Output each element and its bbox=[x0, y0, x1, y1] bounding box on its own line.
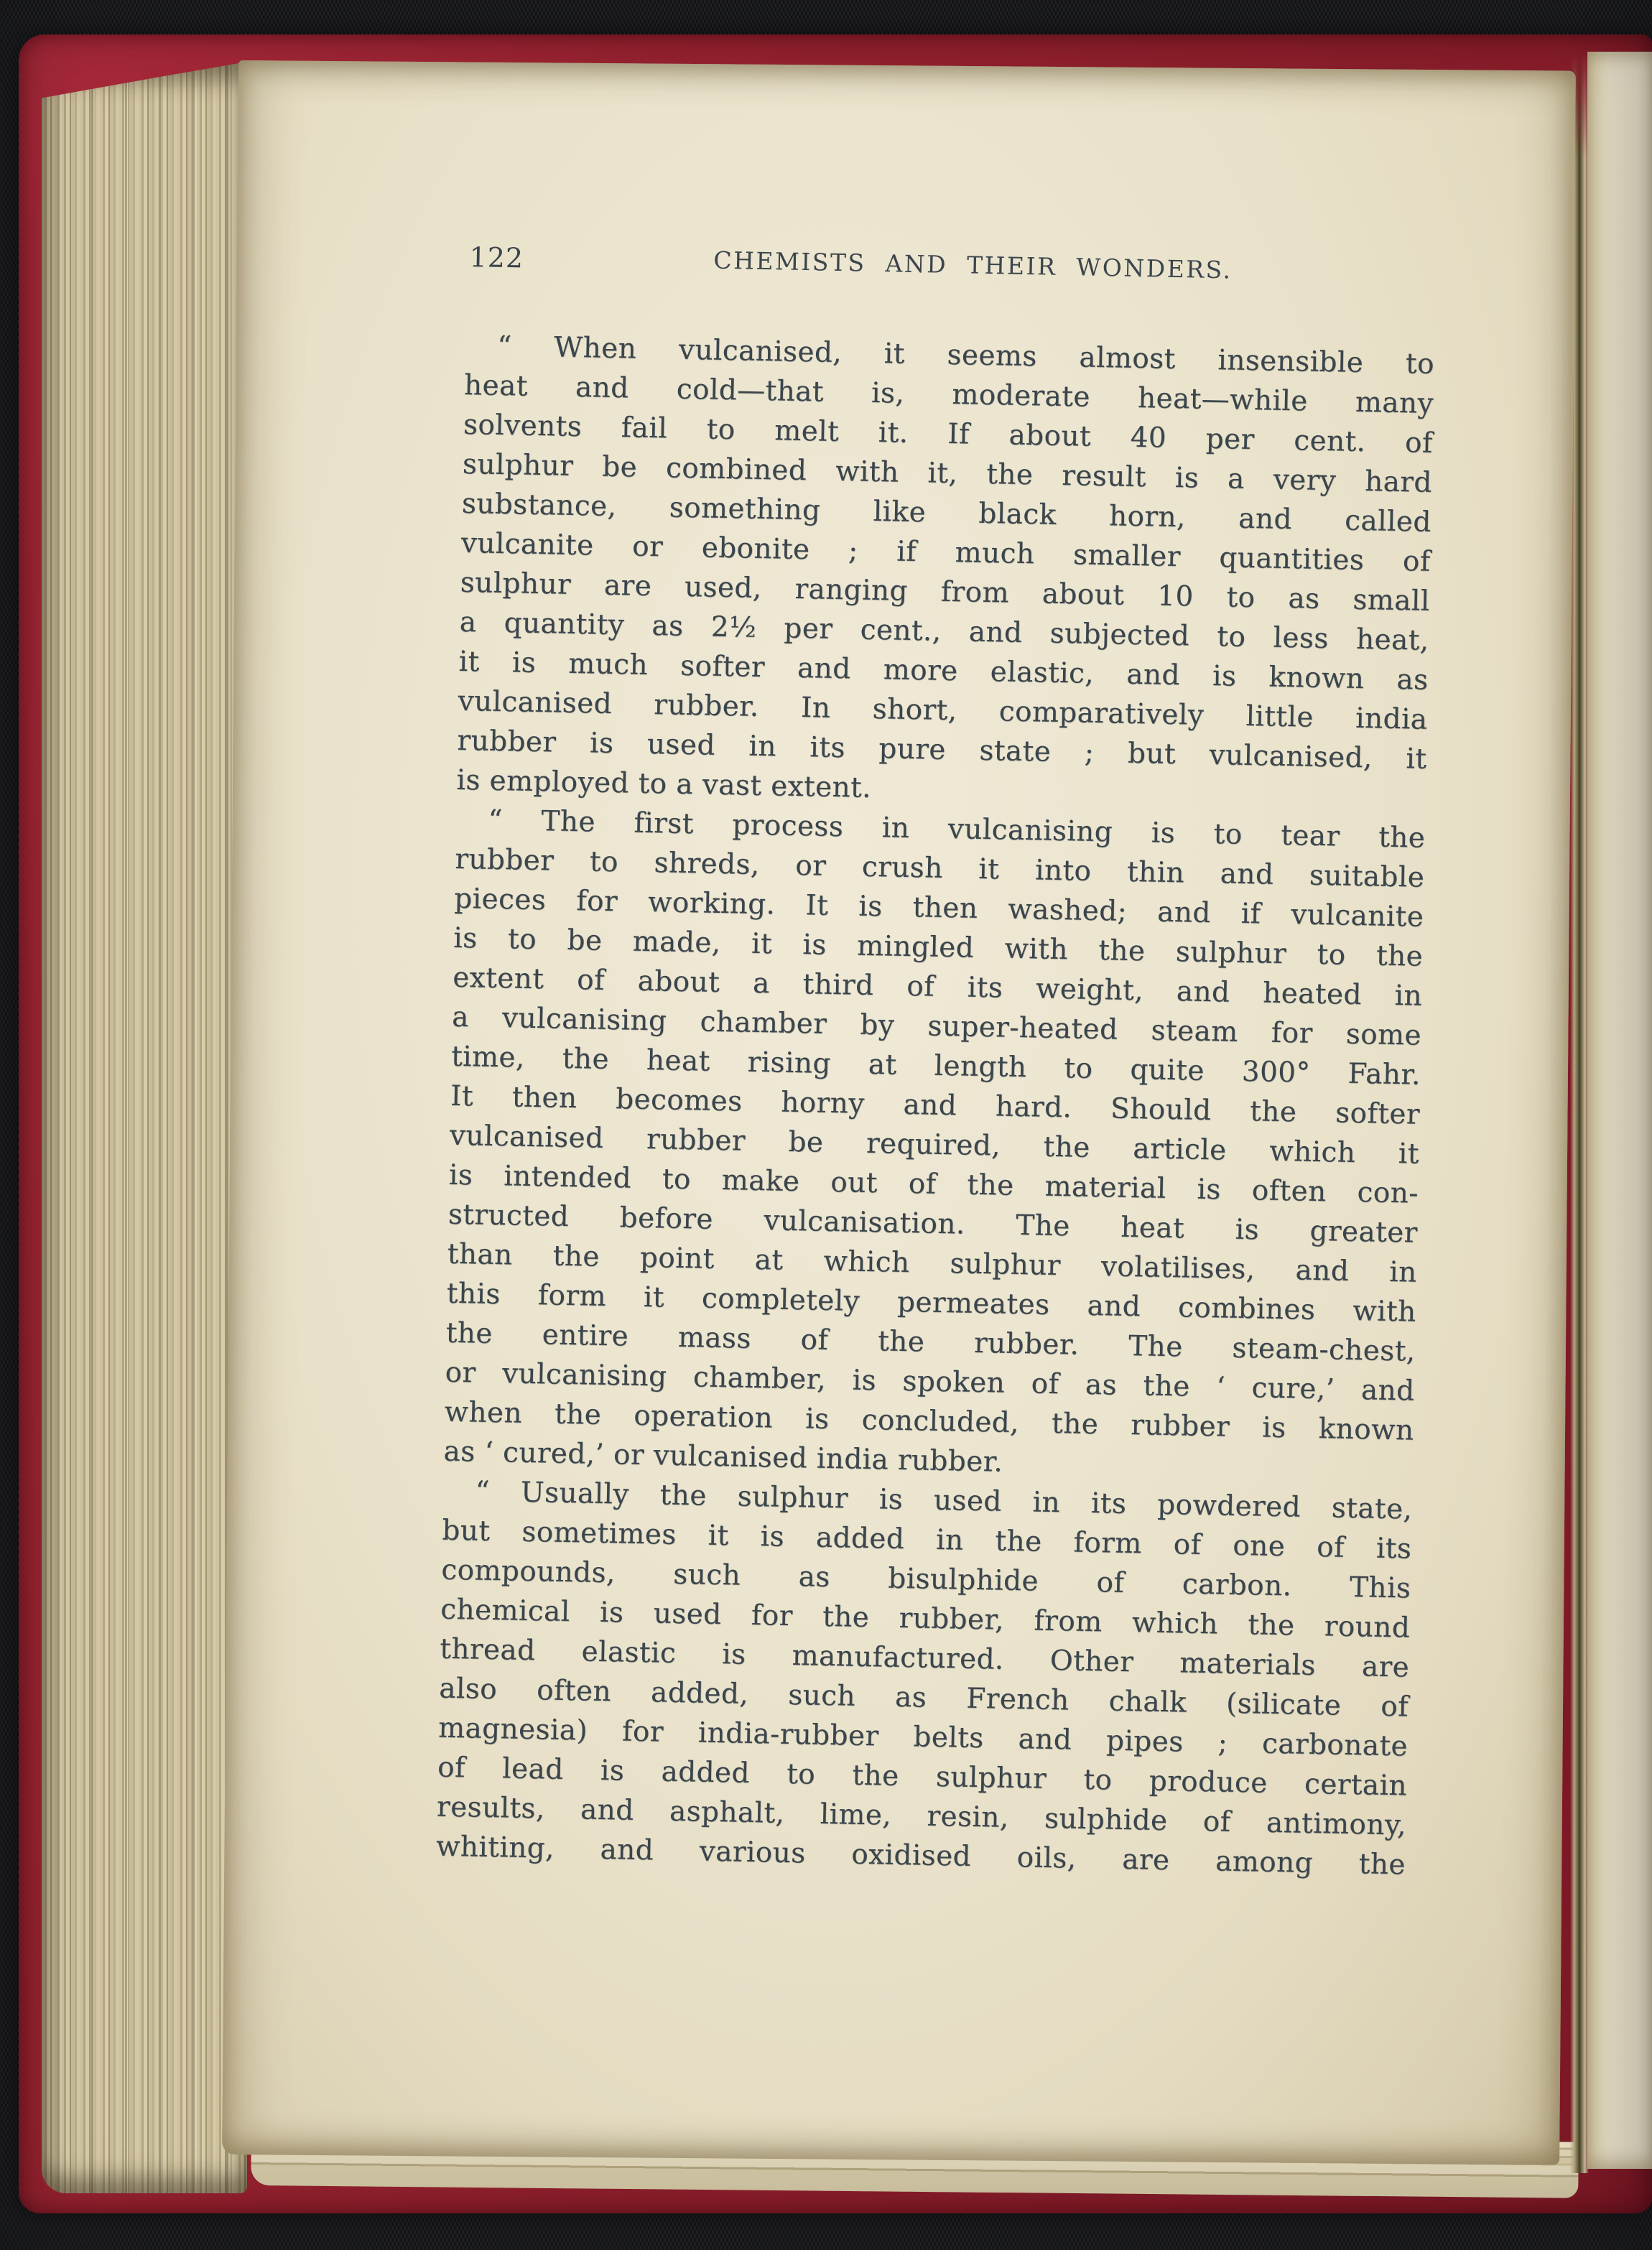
text-line: vulcanised rubber be required, the article which it bbox=[449, 1119, 1420, 1171]
text-line: vulcanised rubber. In short, comparatively little india bbox=[458, 684, 1428, 736]
text-line: when the operation is concluded, the rubber is known bbox=[444, 1395, 1414, 1447]
text-line: compounds, such as bisulphide of carbon. This bbox=[441, 1553, 1411, 1605]
text-line: but sometimes it is added in the form of one of its bbox=[442, 1514, 1412, 1566]
text-line: magnesia) for india-rubber belts and pipes ; carbonate bbox=[437, 1711, 1409, 1763]
text-line: sulphur are used, ranging from about 10 to as small bbox=[460, 566, 1431, 618]
text-line: results, and asphalt, lime, resin, sulphide of antimony, bbox=[436, 1790, 1407, 1842]
text-line: thread elastic is manufactured. Other materials are bbox=[439, 1632, 1410, 1684]
text-line: also often added, such as French chalk (silicate of bbox=[438, 1672, 1409, 1724]
text-line: than the point at which sulphur volatilises, and in bbox=[447, 1237, 1418, 1289]
text-body bbox=[436, 326, 1435, 1885]
left-page-edge-stack bbox=[42, 62, 247, 2193]
running-title: CHEMISTS AND THEIR WONDERS. bbox=[713, 246, 1233, 284]
text-line: this form it completely permeates and combines with bbox=[446, 1277, 1417, 1329]
text-line: a vulcanising chamber by super-heated steam for some bbox=[451, 1000, 1422, 1052]
text-line: of lead is added to the sulphur to produce certain bbox=[437, 1751, 1408, 1803]
text-line: structed before vulcanisation. The heat is greater bbox=[447, 1198, 1419, 1250]
text-line: heat and cold—that is, moderate heat—while many bbox=[463, 368, 1434, 420]
text-line: It then becomes horny and hard. Should the softer bbox=[450, 1079, 1421, 1131]
text-line: pieces for working. It is then washed; and if vulcanite bbox=[453, 882, 1424, 934]
text-line: “ When vulcanised, it seems almost insensible to bbox=[496, 330, 1435, 381]
text-line: “ The first process in vulcanising is to tear the bbox=[488, 804, 1426, 855]
text-line: rubber is used in its pure state ; but vulcanised, it bbox=[457, 724, 1427, 776]
page-content bbox=[436, 241, 1437, 1884]
text-line: solvents fail to melt it. If about 40 per cent. of bbox=[463, 408, 1434, 460]
text-line: the entire mass of the rubber. The steam-chest, bbox=[445, 1316, 1416, 1368]
text-line: chemical is used for the rubber, from which the round bbox=[440, 1593, 1411, 1645]
text-line: “ Usually the sulphur is used in its powdered state, bbox=[475, 1475, 1413, 1526]
text-line: as ‘ cured,’ or vulcanised india rubber. bbox=[443, 1435, 1003, 1479]
facing-page-edge bbox=[1587, 52, 1652, 2169]
text-line: time, the heat rising at length to quite 300° Fahr. bbox=[450, 1040, 1421, 1092]
page-gutter bbox=[1570, 53, 1589, 2173]
text-line: substance, something like black horn, and called bbox=[461, 487, 1432, 539]
text-line: sulphur be combined with it, the result is a very hard bbox=[462, 447, 1433, 499]
text-line: a quantity as 2½ per cent., and subjected to less heat, bbox=[459, 605, 1429, 657]
text-line: is intended to make out of the material is often con- bbox=[448, 1158, 1419, 1210]
text-line: or vulcanising chamber, is spoken of as the ‘ cure,’ and bbox=[445, 1356, 1415, 1408]
text-line: whiting, and various oxidised oils, are among the bbox=[435, 1830, 1406, 1882]
text-line: rubber to shreds, or crush it into thin and suitable bbox=[455, 842, 1425, 894]
text-line: is to be made, it is mingled with the sulphur to the bbox=[453, 921, 1424, 973]
text-line: is employed to a vast extent. bbox=[456, 763, 872, 804]
text-line: vulcanite or ebonite ; if much smaller quantities of bbox=[460, 526, 1431, 578]
text-line: it is much softer and more elastic, and is known as bbox=[458, 645, 1429, 697]
page-number: 122 bbox=[469, 241, 524, 274]
text-line: extent of about a third of its weight, and heated in bbox=[452, 961, 1423, 1013]
